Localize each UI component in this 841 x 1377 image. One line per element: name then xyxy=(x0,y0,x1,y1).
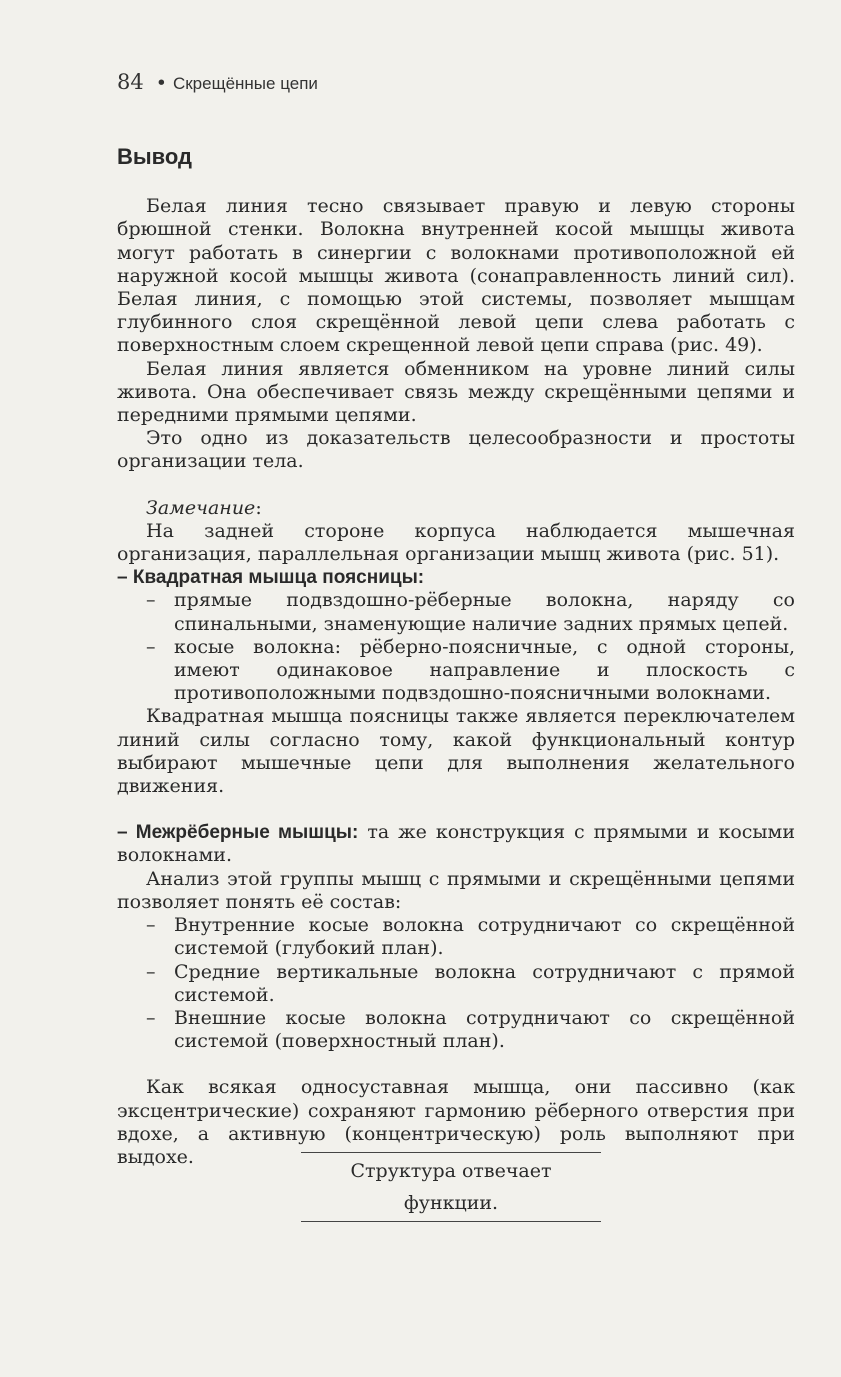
list-item xyxy=(117,589,795,635)
intercostal-heading: – Межрёберные мышцы: xyxy=(117,822,359,844)
paragraph-1: Белая линия тесно связывает правую и левую стороны брюшной стенки. Волокна внутренней косой мышцы живота могут работать в синергии с волокнами противоположной ей наружной косой мышцы живота (сонаправленность линий сил). Белая линия, с помощью этой системы, позволяет мышцам глубинного слоя скрещённой левой цепи слева работать с поверхностным слоем скрещенной левой цепи справа (рис. 49). xyxy=(117,195,795,357)
list-item-text: Внутренние косые волокна сотрудничают со скрещённой системой (глубокий план). xyxy=(174,914,795,960)
section-heading: Вывод xyxy=(117,144,193,169)
paragraph-2: Белая линия является обменником на уровне линий силы живота. Она обеспечивает связь между скрещёнными цепями и передними прямыми цепями. xyxy=(117,357,795,427)
motto: Структура отвечает функции. xyxy=(301,1152,601,1222)
running-title: Скрещённые цепи xyxy=(172,74,318,93)
list-item xyxy=(117,636,795,706)
list-item-text: косые волокна: рёберно-поясничные, с одной стороны, имеют одинаковое направление и плоскость с противоположными подвздошно-поясничными волокнами. xyxy=(174,635,795,705)
intercostal-paragraph xyxy=(117,821,795,867)
list-item-text: Средние вертикальные волокна сотрудничают с прямой системой. xyxy=(174,960,795,1006)
remark-colon: : xyxy=(255,496,262,519)
list-item xyxy=(117,961,795,1007)
quadratus-heading: – Квадратная мышца поясницы: xyxy=(117,567,425,589)
page-body xyxy=(117,145,795,1169)
list-item-text: прямые подвздошно-рёберные волокна, наряду со спинальными, знаменующие наличие задних прямых цепей. xyxy=(174,589,795,635)
intercostal-text: та же конструкция с прямыми и косыми волокнами. xyxy=(117,821,795,867)
page-number: 84 xyxy=(117,70,144,94)
remark-label-text: Замечание xyxy=(146,496,256,519)
list-item xyxy=(117,914,795,960)
list-dash: – xyxy=(146,914,156,937)
paragraph-3: Это одно из доказательств целесообразности и простоты организации тела. xyxy=(117,427,795,473)
paragraph-4: На задней стороне корпуса наблюдается мышечная организация, параллельная организации мышц живота (рис. 51). xyxy=(117,519,795,566)
list-dash: – xyxy=(146,1006,156,1029)
list-dash: – xyxy=(146,960,156,983)
list-item xyxy=(117,1007,795,1053)
paragraph-6: Анализ этой группы мышц с прямыми и скрещёнными цепями позволяет понять её состав: xyxy=(117,867,795,913)
list-item-text: Внешние косые волокна сотрудничают со скрещённой системой (поверхностный план). xyxy=(174,1006,795,1053)
list-dash: – xyxy=(146,635,156,658)
header-separator: • xyxy=(155,72,167,94)
list-dash: – xyxy=(146,589,156,612)
running-header xyxy=(117,70,318,94)
paragraph-7: Как всякая односуставная мышца, они пассивно (как эксцентрические) сохраняют гармонию рёберного отверстия при вдохе, а активную (концентрическую) роль выполняют при выдохе. xyxy=(117,1076,795,1168)
remark-label xyxy=(117,497,795,520)
paragraph-5: Квадратная мышца поясницы также является переключателем линий силы согласно тому, какой функциональный контур выбирают мышечные цепи для выполнения желательного движения. xyxy=(117,705,795,798)
